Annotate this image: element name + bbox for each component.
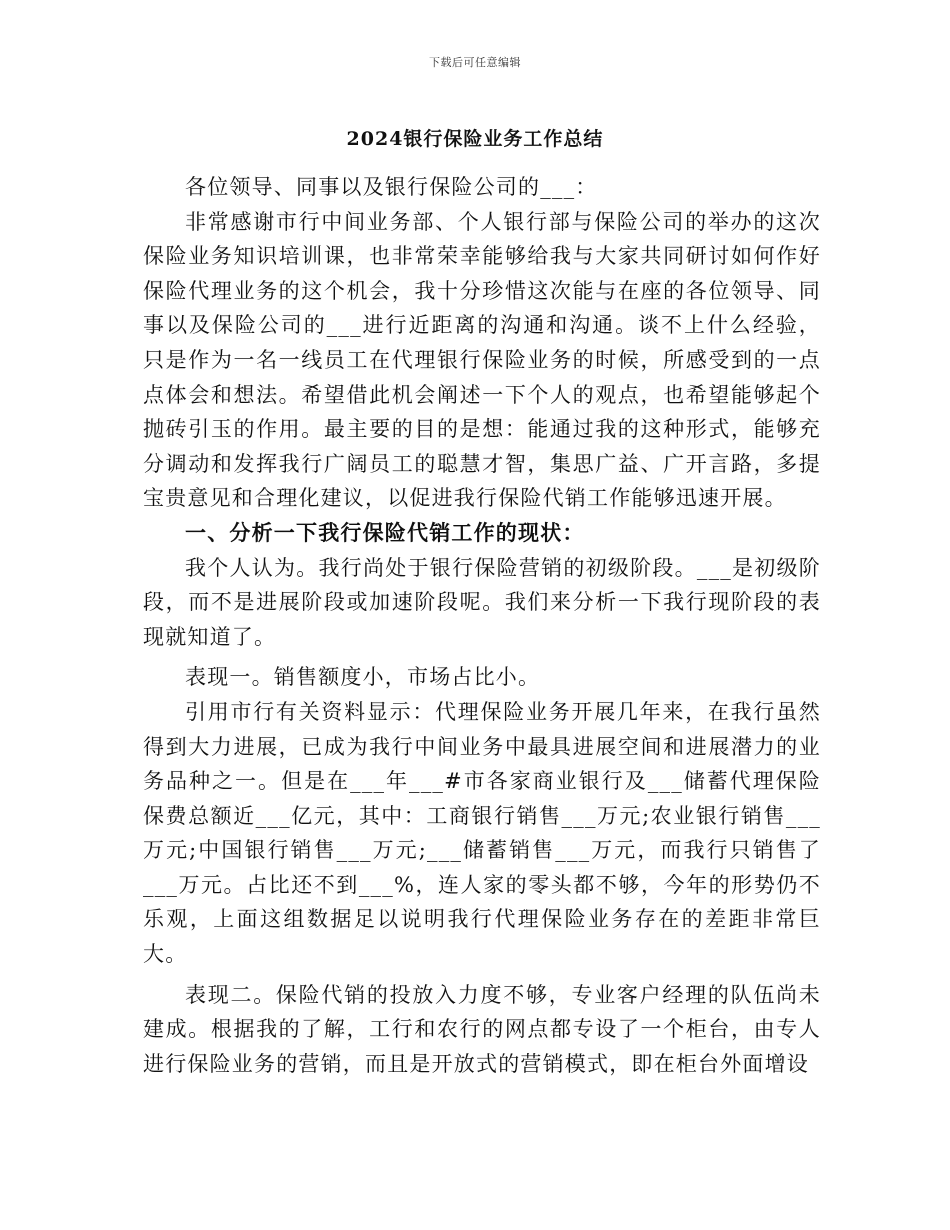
document-body xyxy=(143,170,821,1081)
intro-paragraph: 非常感谢市行中间业务部、个人银行部与保险公司的举办的这次保险业务知识培训课，也非常荣幸能够给我与大家共同研讨如何作好保险代理业务的这个机会，我十分珍惜这次能与在座的各位领导、同事以及保险公司的___进行近距离的沟通和沟通。谈不上什么经验，只是作为一名一线员工在代理银行保险业务的时候，所感受到的一点点体会和想法。希望借此机会阐述一下个人的观点，也希望能够起个抛砖引玉的作用。最主要的目的是想：能通过我的这种形式，能够充分调动和发挥我行广阔员工的聪慧才智，集思广益、广开言路，多提宝贵意见和合理化建议，以促进我行保险代销工作能够迅速开展。 xyxy=(143,209,821,511)
body-paragraph: 表现一。销售额度小，市场占比小。 xyxy=(185,665,541,690)
header-note: 下载后可任意编辑 xyxy=(429,56,521,69)
body-paragraph: 引用市行有关资料显示：代理保险业务开展几年来，在我行虽然得到大力进展，已成为我行中间业务中最具进展空间和进展潜力的业务品种之一。但是在___年___#市各家商业银行及___储蓄代理保险保费总额近___亿元，其中：工商银行销售___万元;农业银行销售___万元;中国银行销售___万元;___储蓄销售___万元，而我行只销售了___万元。占比还不到___%，连人家的零头都不够，今年的形势仍不乐观，上面这组数据足以说明我行代理保险业务存在的差距非常巨大。 xyxy=(143,699,821,967)
body-paragraph: 我个人认为。我行尚处于银行保险营销的初级阶段。___是初级阶段，而不是进展阶段或加速阶段呢。我们来分析一下我行现阶段的表现就知道了。 xyxy=(143,555,821,649)
body-paragraph: 表现二。保险代销的投放入力度不够，专业客户经理的队伍尚未建成。根据我的了解，工行和农行的网点都专设了一个柜台，由专人进行保险业务的营销，而且是开放式的营销模式，即在柜台外面增设 xyxy=(143,982,821,1076)
salutation-paragraph: 各位领导、同事以及银行保险公司的___： xyxy=(185,175,598,199)
section-heading: 一、分析一下我行保险代销工作的现状： xyxy=(185,519,585,545)
document-title: 2024银行保险业务工作总结 xyxy=(346,128,604,150)
